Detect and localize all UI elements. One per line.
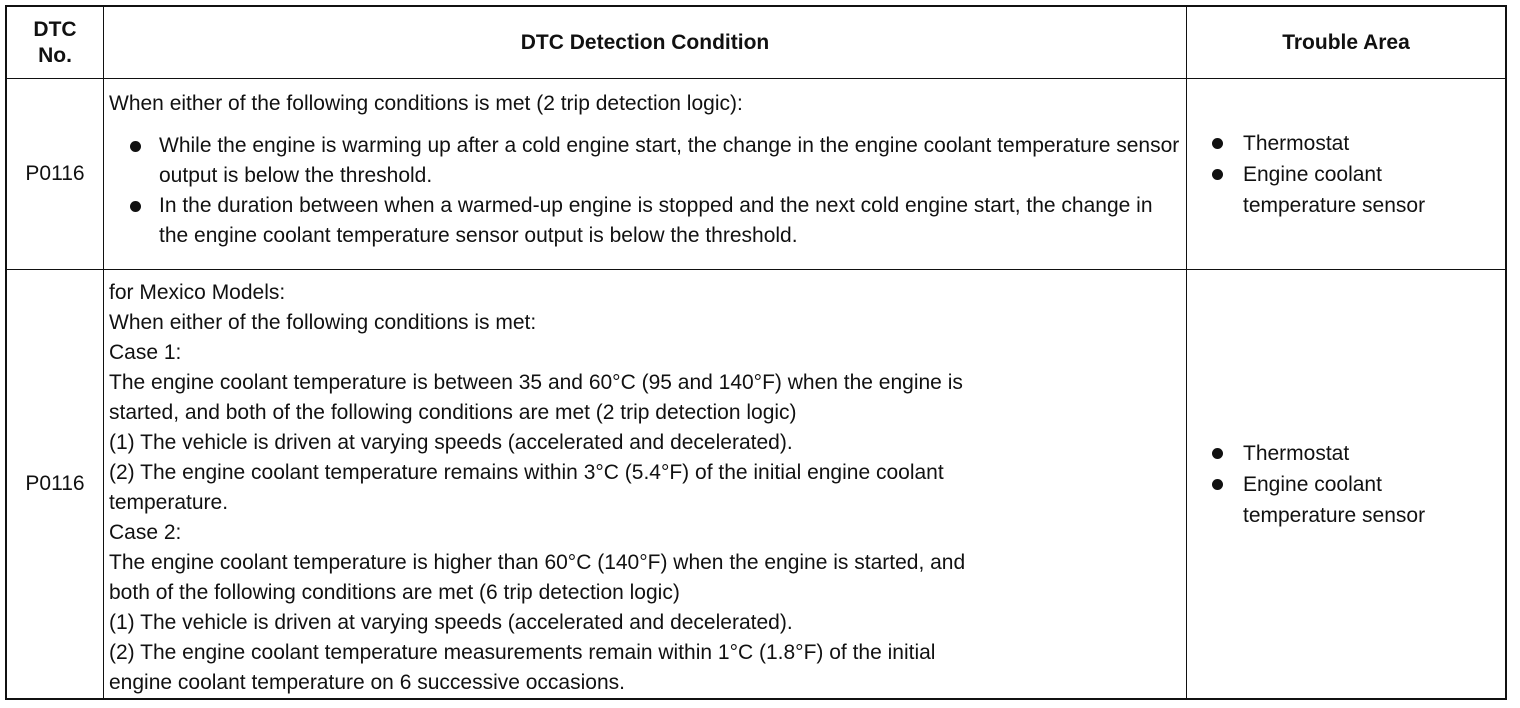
trouble-area-cell <box>1187 270 1505 698</box>
condition-line: The engine coolant temperature is higher than 60°C (140°F) when the engine is started, and <box>109 551 966 574</box>
header-trouble-area: Trouble Area <box>1282 30 1410 54</box>
dtc-code: P0116 <box>7 79 104 269</box>
bullet-icon <box>1212 138 1223 149</box>
trouble-area-cell <box>1187 79 1505 269</box>
condition-line: temperature. <box>109 491 229 514</box>
condition-line: When either of the following conditions is met: <box>109 311 537 334</box>
condition-line: (1) The vehicle is driven at varying speeds (accelerated and decelerated). <box>109 431 793 454</box>
condition-line: The engine coolant temperature is between 35 and 60°C (95 and 140°F) when the engine is <box>109 371 963 394</box>
bullet-icon <box>130 201 141 212</box>
condition-line: Case 1: <box>109 341 182 364</box>
detection-condition-cell <box>104 79 1187 269</box>
dtc-table <box>5 5 1507 700</box>
header-detection-condition: DTC Detection Condition <box>104 7 1187 78</box>
bullet-icon <box>1212 448 1223 459</box>
condition-line: (2) The engine coolant temperature remains within 3°C (5.4°F) of the initial engine coolant <box>109 461 944 484</box>
condition-line: for Mexico Models: <box>109 281 286 304</box>
condition-line: (1) The vehicle is driven at varying speeds (accelerated and decelerated). <box>109 611 793 634</box>
bullet-icon <box>1212 169 1223 180</box>
condition-line: engine coolant temperature on 6 successive occasions. <box>109 671 625 694</box>
table-row <box>7 270 1505 698</box>
trouble-item: Engine coolant temperature sensor <box>1210 469 1443 531</box>
dtc-code: P0116 <box>7 270 104 698</box>
trouble-item: Thermostat <box>1210 438 1443 469</box>
condition-line: (2) The engine coolant temperature measurements remain within 1°C (1.8°F) of the initial <box>109 641 936 664</box>
condition-item: While the engine is warming up after a cold engine start, the change in the engine coolant temperature sensor output is below the threshold. <box>109 131 1186 191</box>
trouble-list <box>1210 438 1443 531</box>
bullet-icon <box>1212 479 1223 490</box>
condition-intro: When either of the following conditions is met (2 trip detection logic): <box>109 92 743 115</box>
table-header-row <box>7 7 1505 79</box>
condition-line: started, and both of the following conditions are met (2 trip detection logic) <box>109 401 797 424</box>
trouble-list <box>1210 128 1443 221</box>
table-row <box>7 79 1505 270</box>
trouble-item: Engine coolant temperature sensor <box>1210 159 1443 221</box>
condition-line: Case 2: <box>109 521 182 544</box>
trouble-item: Thermostat <box>1210 128 1443 159</box>
header-dtc-no: DTC No. <box>7 7 104 78</box>
condition-item: In the duration between when a warmed-up engine is stopped and the next cold engine start, the change in the engine coolant temperature sensor output is below the threshold. <box>109 191 1186 251</box>
condition-line: both of the following conditions are met (6 trip detection logic) <box>109 581 680 604</box>
condition-list <box>109 131 1186 251</box>
bullet-icon <box>130 141 141 152</box>
detection-condition-cell <box>104 270 1187 698</box>
